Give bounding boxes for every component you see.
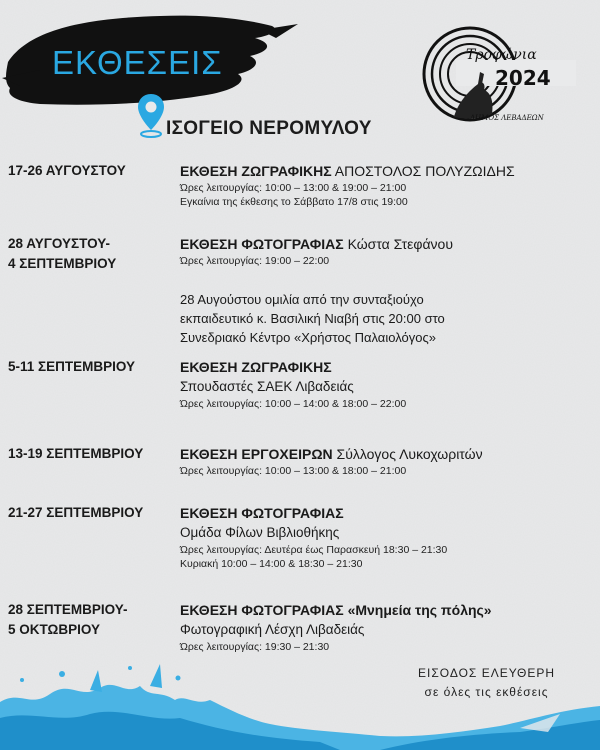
event-heading: ΕΚΘΕΣΗ ΖΩΓΡΑΦΙΚΗΣ bbox=[180, 359, 332, 375]
event-hours: Ώρες λειτουργίας: 10:00 – 13:00 & 19:00 – 21:00 bbox=[180, 182, 407, 194]
location-pin-icon bbox=[136, 92, 166, 140]
event-date: 28 ΣΕΠΤΕΜΒΡΙΟΥ- 5 ΟΚΤΩΒΡΙΟΥ bbox=[8, 602, 128, 637]
event-heading: ΕΚΘΕΣΗ ΦΩΤΟΓΡΑΦΙΑΣ bbox=[180, 505, 344, 521]
event-heading: ΕΚΘΕΣΗ ΦΩΤΟΓΡΑΦΙΑΣ bbox=[180, 236, 344, 252]
event-date: 21-27 ΣΕΠΤΕΜΒΡΙΟΥ bbox=[8, 505, 144, 520]
event-organizer: Φωτογραφική Λέσχη Λιβαδειάς bbox=[180, 622, 365, 637]
event-info bbox=[180, 357, 595, 411]
logo-subtitle: ΔΗΜΟΣ ΛΕΒΑΔΕΩΝ bbox=[470, 114, 544, 122]
event-info bbox=[180, 234, 595, 268]
event-heading: ΕΚΘΕΣΗ ΖΩΓΡΑΦΙΚΗΣ bbox=[180, 163, 332, 179]
event-hours: Ώρες λειτουργίας: 10:00 – 14:00 & 18:00 – 22:00 bbox=[180, 398, 407, 410]
event-date: 5-11 ΣΕΠΤΕΜΒΡΙΟΥ bbox=[8, 359, 136, 374]
event-organizer: Σπουδαστές ΣΑΕΚ Λιβαδειάς bbox=[180, 379, 354, 394]
event-heading-rest: Κώστα Στεφάνου bbox=[343, 236, 454, 252]
event-organizer: Ομάδα Φίλων Βιβλιοθήκης bbox=[180, 525, 340, 540]
event-note: Εγκαίνια της έκθεσης το Σάββατο 17/8 στις 19:00 bbox=[180, 196, 408, 208]
event-info bbox=[180, 600, 595, 654]
event-date: 17-26 ΑΥΓΟΥΣΤΟΥ bbox=[8, 163, 126, 178]
page-title: ΕΚΘΕΣΕΙΣ bbox=[52, 44, 223, 81]
event-hours: Ώρες λειτουργίας: 10:00 – 13:00 & 18:00 – 21:00 bbox=[180, 465, 407, 477]
event-hours-sunday: Κυριακή 10:00 – 14:00 & 18:30 – 21:30 bbox=[180, 558, 363, 570]
event-hours: Ώρες λειτουργίας: 19:00 – 22:00 bbox=[180, 255, 330, 267]
free-entry-note bbox=[418, 664, 555, 702]
venue-title: ΙΣΟΓΕΙΟ ΝΕΡΟΜΥΛΟΥ bbox=[166, 118, 372, 139]
event-info bbox=[180, 161, 595, 209]
event-heading-rest: ΑΠΟΣΤΟΛΟΣ ΠΟΛΥΖΩΙΔΗΣ bbox=[331, 163, 515, 179]
event-date: 13-19 ΣΕΠΤΕΜΒΡΙΟΥ bbox=[8, 446, 144, 461]
event-hours: Ώρες λειτουργίας: Δευτέρα έως Παρασκευή 18:30 – 21:30 bbox=[180, 544, 448, 556]
free-entry-line1: ΕΙΣΟΔΟΣ ΕΛΕΥΘΕΡΗ bbox=[418, 666, 556, 680]
event-hours: Ώρες λειτουργίας: 19:30 – 21:30 bbox=[180, 641, 330, 653]
event-info bbox=[180, 444, 595, 478]
event-heading: ΕΚΘΕΣΗ ΦΩΤΟΓΡΑΦΙΑΣ «Μνημεία της πόλης» bbox=[180, 602, 492, 618]
event-info bbox=[180, 503, 595, 571]
free-entry-line2: σε όλες τις εκθέσεις bbox=[424, 685, 549, 699]
event-heading: ΕΚΘΕΣΗ ΕΡΓΟΧΕΙΡΩΝ bbox=[180, 446, 333, 462]
logo-word: Τροφώνια bbox=[466, 47, 537, 63]
logo-year: 2024 bbox=[495, 66, 551, 90]
event-heading-rest: Σύλλογος Λυκοχωριτών bbox=[332, 446, 483, 462]
talk-announcement: 28 Αυγούστου ομιλία από την συνταξιούχο εκπαιδευτικό κ. Βασιλική Νιαβή στις 20:00 στο Συνεδριακό Κέντρο «Χρήστος Παλαιολόγος» bbox=[180, 292, 445, 345]
event-date: 28 ΑΥΓΟΥΣΤΟΥ- 4 ΣΕΠΤΕΜΒΡΙΟΥ bbox=[8, 236, 117, 271]
